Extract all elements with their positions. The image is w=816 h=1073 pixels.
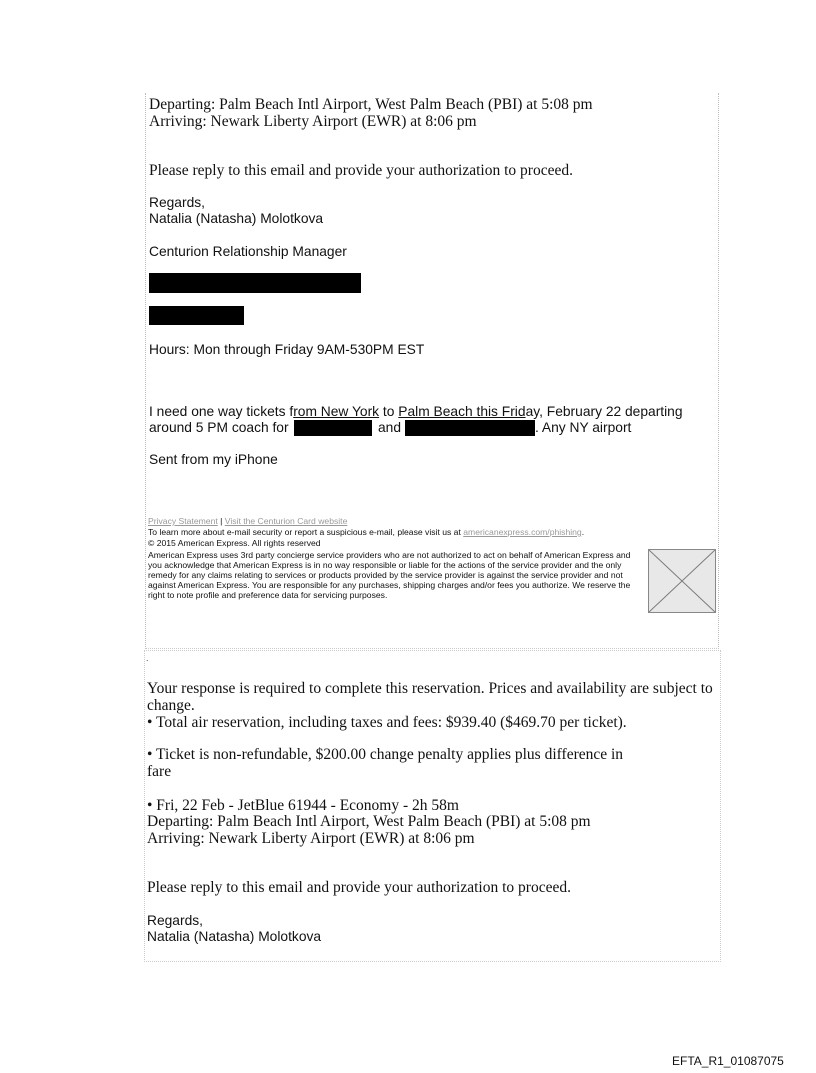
bullet-refund-policy-cont: fare (147, 763, 172, 780)
link-separator: | (217, 516, 225, 526)
lower-signature-name: Natalia (Natasha) Molotkova (147, 929, 322, 944)
response-required-note: Your response is required to complete this reservation. Prices and availability are subject to change. (147, 680, 713, 714)
lower-regards: Regards, (147, 913, 203, 928)
upper-departing: Departing: Palm Beach Intl Airport, West Palm Beach (PBI) at 5:08 pm (149, 96, 593, 113)
lower-arriving: Arriving: Newark Liberty Airport (EWR) at 8:06 pm (147, 830, 475, 847)
security-text-end: . (581, 527, 585, 537)
bullet-refund-policy: • Ticket is non-refundable, $200.00 change penalty applies plus difference in (147, 746, 624, 763)
request-text: ay, February 22 departing (525, 404, 683, 419)
footer-links (148, 516, 347, 526)
sent-from-iphone: Sent from my iPhone (149, 452, 278, 467)
redaction-box (294, 420, 372, 436)
request-text-underlined: rom New York (293, 404, 380, 419)
bullet-flight: • Fri, 22 Feb - JetBlue 61944 - Economy - 2h 58m (147, 797, 459, 814)
separator-dot: . (146, 653, 149, 663)
request-line-1 (149, 404, 683, 420)
request-line-2-start: around 5 PM coach for (149, 420, 289, 435)
centurion-website-link[interactable]: Visit the Centurion Card website (224, 516, 348, 526)
document-id: EFTA_R1_01087075 (672, 1054, 784, 1068)
upper-reply-request: Please reply to this email and provide your authorization to proceed. (149, 162, 573, 179)
request-line-2-and: and (378, 420, 402, 435)
privacy-statement-link[interactable]: Privacy Statement (148, 516, 218, 526)
lower-departing: Departing: Palm Beach Intl Airport, West Palm Beach (PBI) at 5:08 pm (147, 813, 591, 830)
lower-reply-request: Please reply to this email and provide your authorization to proceed. (147, 879, 571, 896)
phishing-link[interactable]: americanexpress.com/phishing (463, 527, 582, 537)
request-text: to (379, 404, 399, 419)
upper-signature-title: Centurion Relationship Manager (149, 244, 347, 259)
request-text-underlined: Palm Beach this Frid (398, 404, 526, 419)
upper-hours: Hours: Mon through Friday 9AM-530PM EST (149, 342, 425, 357)
upper-arriving: Arriving: Newark Liberty Airport (EWR) at 8:06 pm (149, 113, 477, 130)
footer-security-note (148, 527, 584, 537)
upper-regards: Regards, (149, 195, 205, 210)
image-placeholder-icon (648, 549, 716, 613)
request-line-2-end: . Any NY airport (535, 420, 632, 435)
bullet-total-price: • Total air reservation, including taxes and fees: $939.40 ($469.70 per ticket). (147, 714, 627, 731)
security-text: To learn more about e-mail security or report a suspicious e-mail, please visit us at (148, 527, 464, 537)
upper-signature-name: Natalia (Natasha) Molotkova (149, 211, 324, 226)
footer-disclaimer: American Express uses 3rd party concierge service providers who are not authorized to act on behalf of American Express and you acknowledge that American Express is in no way responsible or liable for the actions of the service provider and the only remedy for any claims relating to services or products provided by the service provider is against the service provider and not against American Express. You are responsible for any purchases, shipping charges and/or fees you authorize. We reserve the right to note profile and preference data for servicing purposes. (148, 550, 631, 600)
redaction-box (149, 306, 244, 325)
footer-copyright: © 2015 American Express. All rights reserved (148, 538, 321, 548)
redaction-box (149, 273, 361, 293)
redaction-box (405, 420, 535, 436)
request-text: I need one way tickets f (149, 404, 294, 419)
